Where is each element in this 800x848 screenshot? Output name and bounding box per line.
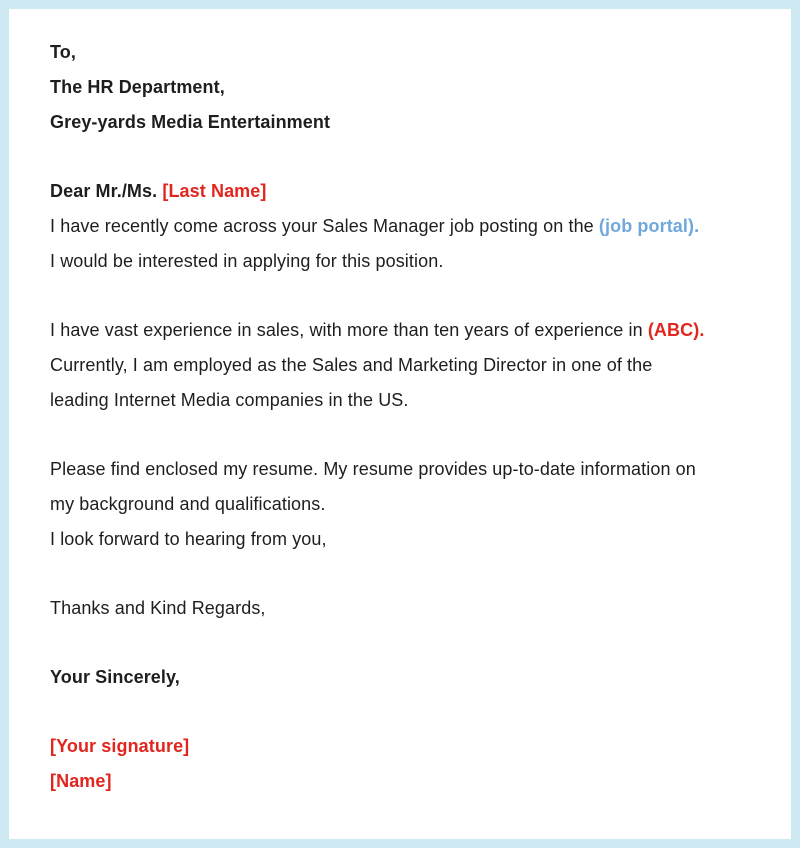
experience-paragraph	[50, 313, 756, 418]
experience-line1-text: I have vast experience in sales, with more than ten years of experience in	[50, 320, 643, 340]
recipient-company: Grey-yards Media Entertainment	[50, 112, 331, 132]
sincerely-line	[50, 660, 756, 695]
last-name-placeholder: [Last Name]	[162, 181, 267, 201]
resume-line3-text: I look forward to hearing from you,	[50, 529, 327, 549]
thanks-text: Thanks and Kind Regards,	[50, 598, 266, 618]
sincerely-text: Your Sincerely,	[50, 667, 180, 687]
resume-line2-text: my background and qualifications.	[50, 494, 326, 514]
job-portal-placeholder: (job portal).	[598, 216, 700, 236]
resume-line1-text: Please find enclosed my resume. My resume provides up-to-date information on	[50, 459, 696, 479]
letter-page	[9, 9, 791, 839]
experience-line2-text: Currently, I am employed as the Sales and Marketing Director in one of the	[50, 355, 653, 375]
name-placeholder: [Name]	[50, 771, 112, 791]
intro-line2-text: I would be interested in applying for this position.	[50, 251, 444, 271]
experience-line3-text: leading Internet Media companies in the US.	[50, 390, 409, 410]
salutation-greeting: Dear Mr./Ms.	[50, 181, 158, 201]
abc-placeholder: (ABC).	[647, 320, 705, 340]
resume-paragraph	[50, 452, 756, 557]
recipient-to: To,	[50, 42, 76, 62]
salutation-and-intro	[50, 174, 756, 279]
signature-block	[50, 729, 756, 799]
thanks-line	[50, 591, 756, 626]
signature-placeholder: [Your signature]	[50, 736, 190, 756]
recipient-department: The HR Department,	[50, 77, 225, 97]
recipient-block	[50, 35, 756, 140]
intro-line1-text: I have recently come across your Sales Manager job posting on the	[50, 216, 594, 236]
